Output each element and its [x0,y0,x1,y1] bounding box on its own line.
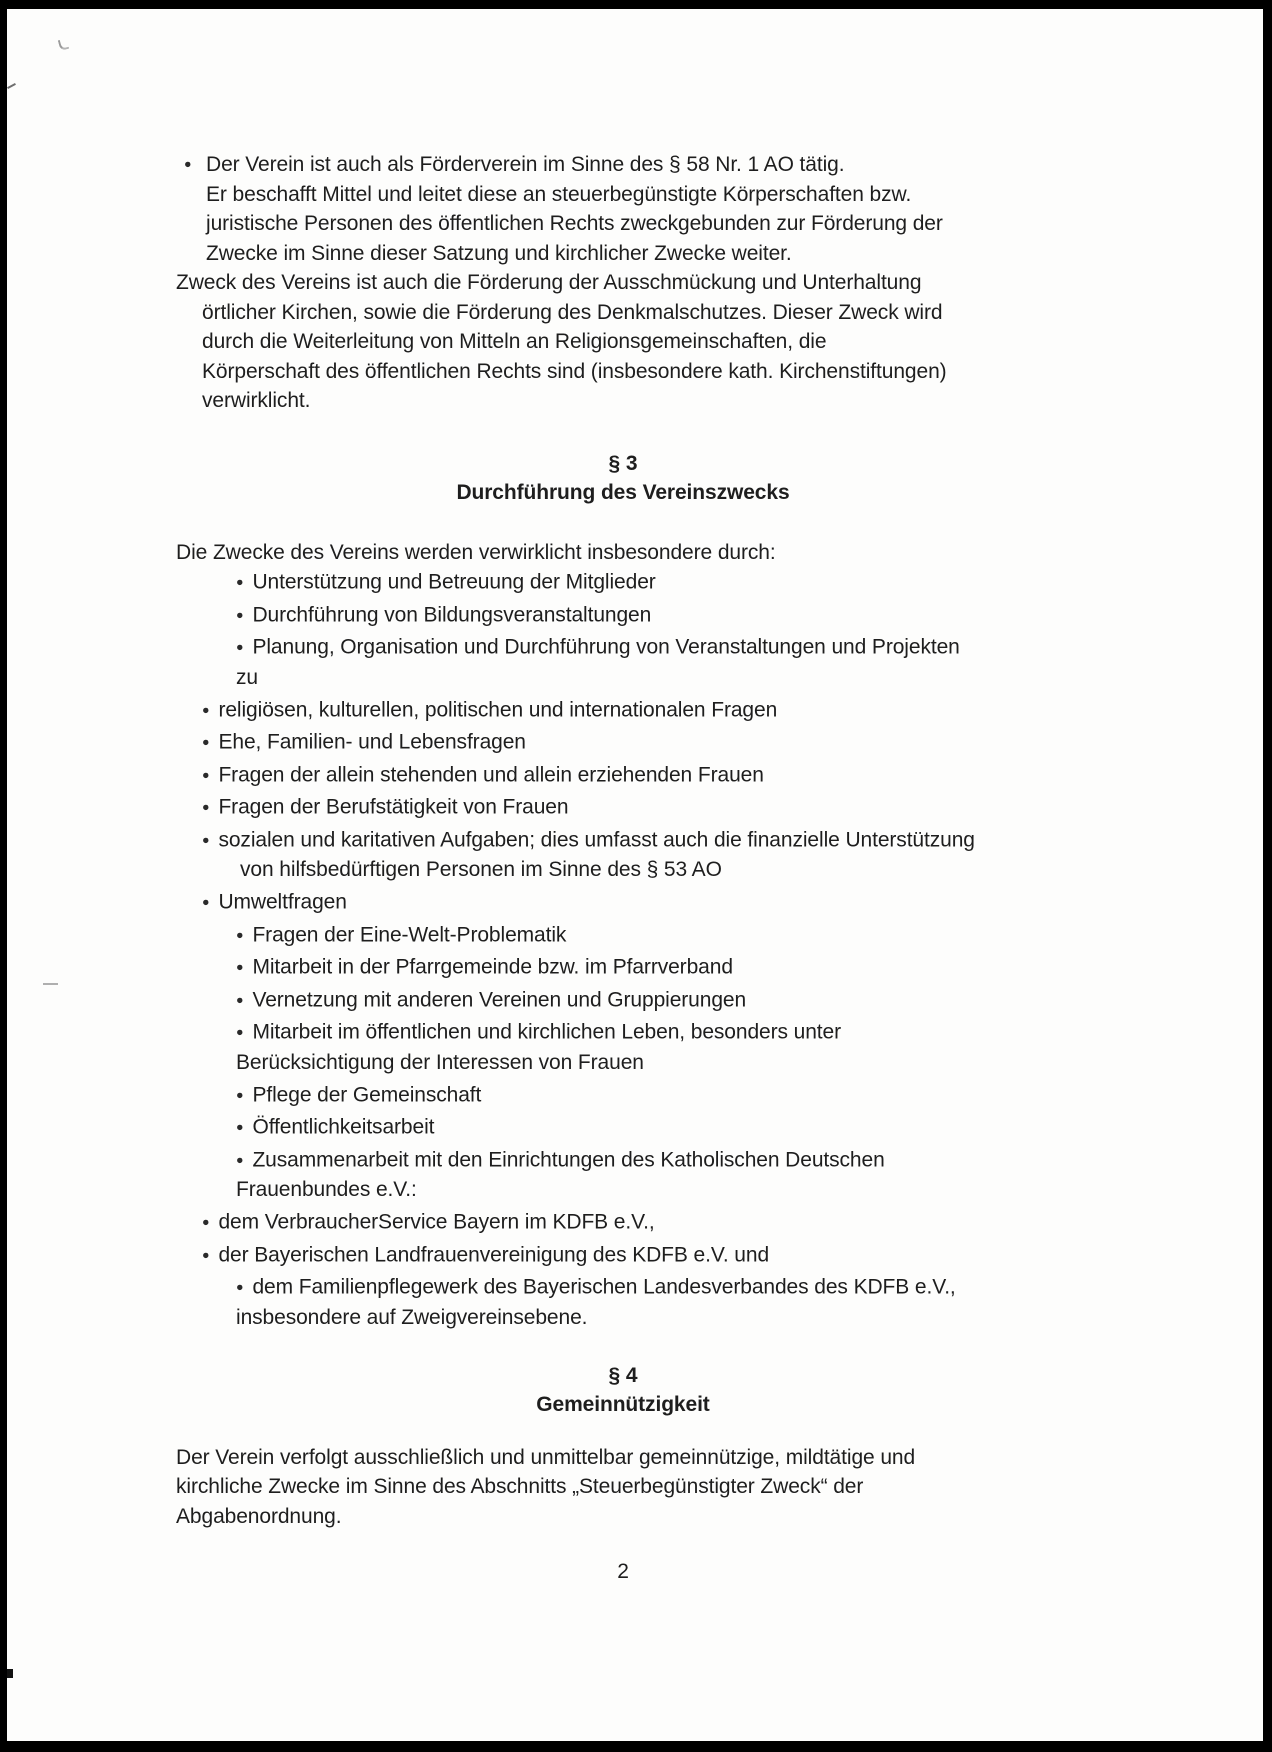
list-item-text: Fragen der Berufstätigkeit von Frauen [218,795,569,819]
bullet-icon: ● [202,800,210,814]
list-item [176,1272,1186,1333]
list-item [176,695,1186,726]
list-item [176,887,1186,918]
bullet-icon: ● [202,1215,210,1229]
list-item [176,727,1186,758]
list-item [176,1017,1186,1078]
list-item-text: Öffentlichkeitsarbeit [252,1115,435,1139]
section-4-paragraph: Der Verein verfolgt ausschließlich und unmittelbar gemeinnützige, mildtätige und kirchliche Zwecke im Sinne des Abschnitts „Steuerbegünstigter Zweck“ der Abgabenordnung. [176,1445,916,1528]
page-number: 2 [617,1560,629,1583]
list-item [176,985,1186,1016]
list-item [176,1145,1186,1206]
bullet-icon: ● [202,832,210,847]
bullet-icon: ● [236,1280,244,1294]
bullet-icon: ● [202,735,210,749]
list-item-text: Mitarbeit im öffentlichen und kirchlichen Leben, besonders unter Berücksichtigung der Interessen von Frauen [236,1020,842,1074]
list-item-text: der Bayerischen Landfrauenvereinigung des KDFB e.V. und [218,1243,770,1266]
list-item-text: Planung, Organisation und Durchführung von Veranstaltungen und Projekten zu [236,635,960,689]
list-item-text: Fragen der Eine-Welt-Problematik [252,923,567,946]
bullet-icon: ● [236,1025,244,1039]
document-content [176,150,1186,1587]
bullet-icon: ● [236,960,244,974]
list-item [176,1112,1186,1143]
bullet-icon: ● [236,927,244,942]
paragraph-zweck: Zweck des Vereins ist auch die Förderung der Ausschmückung und Unterhaltung örtlicher Kirchen, sowie die Förderung des Denkmalschutzes. Dieser Zweck wird durch die Weiterleitung von Mitteln an Religionsgemeinschaften, die Körperschaft des öffentlichen Rechts sind (insbesondere kath. Kirchenstiftungen) verwirklicht. [176,271,947,412]
list-item [176,567,1186,598]
list-item [176,825,1186,886]
bullet-icon: ● [184,157,192,171]
bullet-icon: ● [202,895,210,909]
list-item [176,760,1186,791]
section-4-title: Gemeinnützigkeit [536,1393,710,1416]
list-item-text: Vernetzung mit anderen Vereinen und Gruppierungen [252,988,747,1011]
list-item [176,920,1186,951]
list-item [176,1207,1186,1238]
section-3-list [176,567,1186,1333]
list-item [176,1240,1186,1271]
list-item-text: Zusammenarbeit mit den Einrichtungen des Katholischen Deutschen Frauenbundes e.V.: [236,1148,885,1201]
list-item-text: Mitarbeit in der Pfarrgemeinde bzw. im Pfarrverband [252,955,733,979]
list-item-text: sozialen und karitativen Aufgaben; dies umfasst auch die finanzielle Unterstützung [218,828,975,851]
bullet-icon: ● [236,1087,244,1102]
list-item-text: Der Verein ist auch als Förderverein im Sinne des § 58 Nr. 1 AO tätig. Er beschafft Mittel und leitet diese an steuerbegünstigte Körperschaften bzw. juristische Personen des öffentlichen Rechts zweckgebunden zur Förderung der Zwecke im Sinne dieser Satzung und kirchlicher Zwecke weiter. [206,153,943,265]
bullet-icon: ● [236,575,244,589]
list-item [176,632,1186,693]
section-3-title: Durchführung des Vereinszwecks [456,481,790,504]
list-item-text: Pflege der Gemeinschaft [252,1083,482,1106]
scan-artifact [58,38,70,51]
bullet-icon: ● [202,767,210,782]
bullet-icon: ● [236,607,244,622]
list-item [176,1080,1186,1111]
list-item-text: dem VerbraucherService Bayern im KDFB e.V., [218,1210,655,1234]
list-item-text: dem Familienpflegewerk des Bayerischen Landesverbandes des KDFB e.V., insbesondere auf Zweigvereinsebene. [236,1275,956,1329]
list-item-text: Durchführung von Bildungsveranstaltungen [252,603,652,626]
bullet-icon: ● [236,640,244,654]
list-item [176,600,1186,631]
bullet-icon: ● [236,1152,244,1167]
section-4-number: § 4 [608,1363,638,1387]
list-item-text: Ehe, Familien- und Lebensfragen [218,730,526,754]
bullet-icon: ● [202,1247,210,1262]
bullet-icon: ● [236,1120,244,1134]
scan-artifact [43,983,58,985]
bullet-icon: ● [202,702,210,717]
list-item-text: religiösen, kulturellen, politischen und internationalen Fragen [218,698,778,721]
list-item [176,792,1186,823]
list-item-text: Fragen der allein stehenden und allein erziehenden Frauen [218,763,764,786]
list-item [176,150,1186,268]
section-3-number: § 3 [608,451,638,475]
list-item [176,952,1186,983]
section-3-lead: Die Zwecke des Vereins werden verwirklicht insbesondere durch: [176,540,776,564]
scanned-document-page [7,9,1263,1741]
scan-artifact [7,83,16,89]
scan-artifact [7,1669,13,1678]
list-item-continuation: von hilfsbedürftigen Personen im Sinne des § 53 AO [240,858,722,881]
bullet-icon: ● [236,992,244,1007]
list-item-text: Umweltfragen [218,890,347,914]
list-item-text: Unterstützung und Betreuung der Mitglieder [252,570,656,594]
